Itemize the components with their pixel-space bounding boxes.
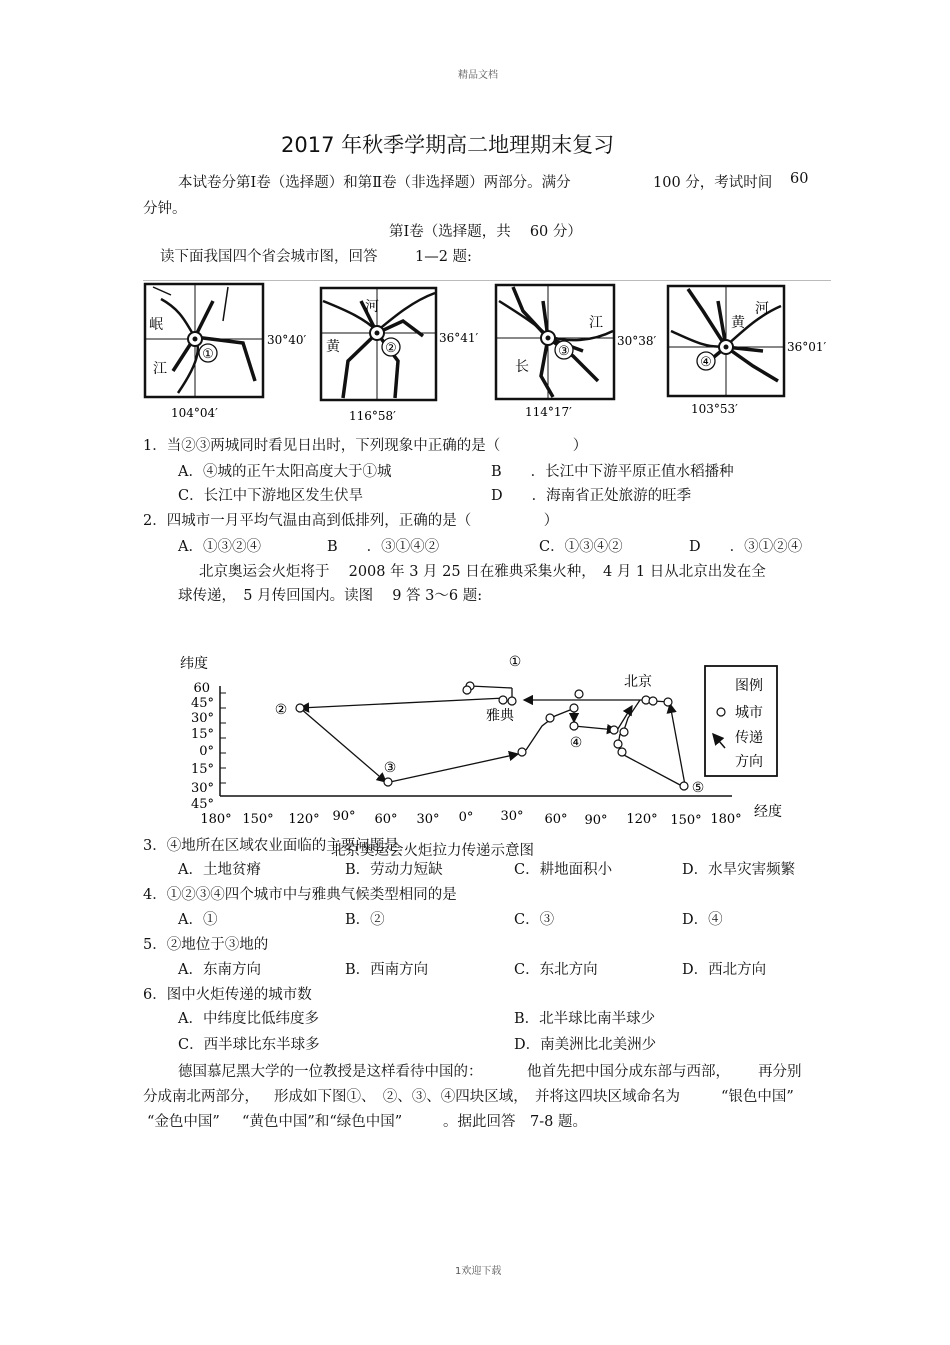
q1-stem: 1．当②③两城同时看见日出时，下列现象中正确的是（ ） bbox=[143, 438, 588, 454]
page-title: 2017 年秋季学期高二地理期末复习 bbox=[281, 133, 615, 157]
ytick-0: 60 bbox=[193, 681, 210, 696]
q6-stem: 6．图中火炬传递的城市数 bbox=[143, 987, 312, 1003]
xtick-5: 30° bbox=[416, 812, 440, 827]
read1-a: 读下面我国四个省会城市图，回答 bbox=[160, 249, 378, 265]
xtick-10: 120° bbox=[626, 812, 658, 827]
legend-title: 图例 bbox=[735, 678, 763, 694]
xtick-4: 60° bbox=[374, 812, 398, 827]
torch-legend bbox=[705, 666, 777, 776]
map1-river-a: 岷 bbox=[149, 317, 163, 333]
xtick-11: 150° bbox=[670, 813, 702, 828]
para-line3-c: 。据此回答 7-8 题。 bbox=[443, 1114, 587, 1130]
ytick-2: 30° bbox=[190, 711, 214, 726]
map2-river-a: 河 bbox=[365, 299, 379, 315]
map2-lon: 116°58′ bbox=[349, 409, 396, 423]
q3-option-b[interactable]: B．劳动力短缺 bbox=[345, 862, 443, 878]
q6-option-b[interactable]: B．北半球比南半球少 bbox=[514, 1011, 656, 1027]
map2-river-b: 黄 bbox=[326, 339, 340, 355]
map3-river-b: 长 bbox=[515, 359, 529, 375]
q4-option-b[interactable]: B．② bbox=[345, 912, 385, 928]
label-beijing: 北京 bbox=[624, 674, 652, 690]
ytick-7: 45° bbox=[190, 797, 214, 812]
legend-relay: 传递 bbox=[735, 730, 763, 746]
q4-option-d[interactable]: D．④ bbox=[682, 912, 723, 928]
q2-option-a[interactable]: A．①③②④ bbox=[178, 539, 261, 555]
map2-num: ② bbox=[385, 341, 397, 356]
q5-stem: 5．②地位于③地的 bbox=[143, 937, 269, 953]
map4-lat: 36°01′ bbox=[787, 340, 827, 354]
city-map-3 bbox=[496, 285, 657, 419]
read2-line2: 球传递， 5 月传回国内。读图 9 答 3～6 题: bbox=[178, 588, 483, 604]
q5-option-d[interactable]: D．西北方向 bbox=[682, 962, 767, 978]
ytick-1: 45° bbox=[190, 696, 214, 711]
label-n1: ① bbox=[508, 654, 522, 670]
city-maps-figure bbox=[143, 280, 831, 427]
para-line3-b: “黄色中国”和“绿色中国” bbox=[242, 1114, 403, 1130]
torch-map-caption: 北京奥运会火炬拉力传递示意图 bbox=[331, 843, 534, 859]
q1-option-d[interactable]: D ．海南省正处旅游的旺季 bbox=[491, 488, 692, 504]
map4-lon: 103°53′ bbox=[691, 402, 738, 416]
q5-option-c[interactable]: C．东北方向 bbox=[514, 962, 598, 978]
legend-city: 城市 bbox=[735, 705, 763, 721]
xtick-7: 30° bbox=[500, 809, 524, 824]
city-map-2 bbox=[321, 288, 479, 423]
map3-lat: 30°38′ bbox=[617, 334, 657, 348]
label-n4: ④ bbox=[569, 735, 583, 751]
intro-line2: 分钟。 bbox=[143, 201, 187, 217]
q6-option-c[interactable]: C．西半球比东半球多 bbox=[178, 1037, 320, 1053]
para-line2-b: 形成如下图①、 ②、③、④四块区域， 并将这四块区域命名为 bbox=[274, 1089, 680, 1105]
q4-stem: 4．①②③④四个城市中与雅典气候类型相同的是 bbox=[143, 887, 457, 903]
label-n2: ② bbox=[274, 702, 288, 718]
legend-direction: 方向 bbox=[735, 754, 763, 770]
map1-lon: 104°04′ bbox=[171, 406, 218, 420]
label-n5: ⑤ bbox=[691, 780, 705, 796]
torch-relay-map bbox=[170, 648, 800, 838]
q3-option-a[interactable]: A．土地贫瘠 bbox=[178, 862, 261, 878]
q2-option-c[interactable]: C．①③④② bbox=[539, 539, 623, 555]
map4-num: ④ bbox=[700, 355, 712, 370]
torch-ylabel: 纬度 bbox=[180, 656, 208, 672]
xtick-1: 150° bbox=[242, 812, 274, 827]
q1-option-b[interactable]: B ．长江中下游平原正值水稻播种 bbox=[491, 464, 734, 480]
q2-stem: 2．四城市一月平均气温由高到低排列，正确的是（ ） bbox=[143, 513, 559, 529]
xtick-6: 0° bbox=[458, 810, 474, 825]
xtick-0: 180° bbox=[200, 812, 232, 827]
q4-option-c[interactable]: C．③ bbox=[514, 912, 555, 928]
intro-line1-b: 100 分，考试时间 bbox=[653, 175, 773, 191]
map2-lat: 36°41′ bbox=[439, 331, 479, 345]
read2-line1: 北京奥运会火炬将于 2008 年 3 月 25 日在雅典采集火种， 4 月 1 日从北京出发在全 bbox=[199, 564, 766, 580]
para-line2-c: “银色中国” bbox=[721, 1089, 794, 1105]
intro-line1-a: 本试卷分第Ⅰ卷（选择题）和第Ⅱ卷（非选择题）两部分。满分 bbox=[178, 175, 571, 191]
para-line3-a: “金色中国” bbox=[147, 1114, 220, 1130]
city-map-1 bbox=[145, 284, 307, 420]
ytick-4: 0° bbox=[199, 744, 214, 759]
section-heading: 第Ⅰ卷（选择题，共 60 分） bbox=[389, 224, 582, 240]
map4-river-b: 黄 bbox=[731, 315, 745, 331]
read1-b: 1—2 题: bbox=[415, 249, 472, 265]
page-header: 精品文档 bbox=[458, 70, 498, 81]
map1-num: ① bbox=[202, 347, 214, 362]
q1-option-c[interactable]: C．长江中下游地区发生伏旱 bbox=[178, 488, 364, 504]
ytick-3: 15° bbox=[190, 727, 214, 742]
map1-river-b: 江 bbox=[153, 361, 167, 377]
q3-option-d[interactable]: D．水旱灾害频繁 bbox=[682, 862, 796, 878]
q4-option-a[interactable]: A．① bbox=[178, 912, 218, 928]
q2-option-d[interactable]: D ．③①②④ bbox=[689, 539, 803, 555]
xtick-12: 180° bbox=[710, 812, 742, 827]
map3-river-a: 江 bbox=[589, 315, 603, 331]
map4-river-a: 河 bbox=[755, 301, 769, 317]
q3-stem: 3．④地所在区域农业面临的主要问题是 bbox=[143, 838, 399, 854]
para-line2-a: 分成南北两部分， bbox=[143, 1089, 259, 1105]
intro-line1-c: 60 bbox=[790, 171, 809, 187]
map1-lat: 30°40′ bbox=[267, 333, 307, 347]
para-line1-a: 德国慕尼黑大学的一位教授是这样看待中国的： bbox=[178, 1064, 483, 1080]
label-athens: 雅典 bbox=[486, 708, 514, 724]
para-line1-b: 他首先把中国分成东部与西部， bbox=[527, 1064, 730, 1080]
q5-option-b[interactable]: B．西南方向 bbox=[345, 962, 429, 978]
para-line1-c: 再分别 bbox=[758, 1064, 802, 1080]
q3-option-c[interactable]: C．耕地面积小 bbox=[514, 862, 613, 878]
ytick-5: 15° bbox=[190, 762, 214, 777]
q6-option-d[interactable]: D．南美洲比北美洲少 bbox=[514, 1037, 657, 1053]
xtick-8: 60° bbox=[544, 812, 568, 827]
xtick-3: 90° bbox=[332, 809, 356, 824]
map3-num: ③ bbox=[558, 344, 570, 359]
map3-lon: 114°17′ bbox=[525, 405, 572, 419]
q1-option-a[interactable]: A．④城的正午太阳高度大于①城 bbox=[178, 464, 392, 480]
torch-xlabel: 经度 bbox=[754, 804, 782, 820]
page-footer: 1欢迎下载 bbox=[455, 1266, 502, 1277]
q6-option-a[interactable]: A．中纬度比低纬度多 bbox=[178, 1011, 319, 1027]
xtick-2: 120° bbox=[288, 812, 320, 827]
q2-option-b[interactable]: B ．③①④② bbox=[327, 539, 440, 555]
label-n3: ③ bbox=[383, 760, 397, 776]
city-map-4 bbox=[668, 286, 827, 416]
xtick-9: 90° bbox=[584, 813, 608, 828]
ytick-6: 30° bbox=[190, 781, 214, 796]
q5-option-a[interactable]: A．东南方向 bbox=[178, 962, 261, 978]
